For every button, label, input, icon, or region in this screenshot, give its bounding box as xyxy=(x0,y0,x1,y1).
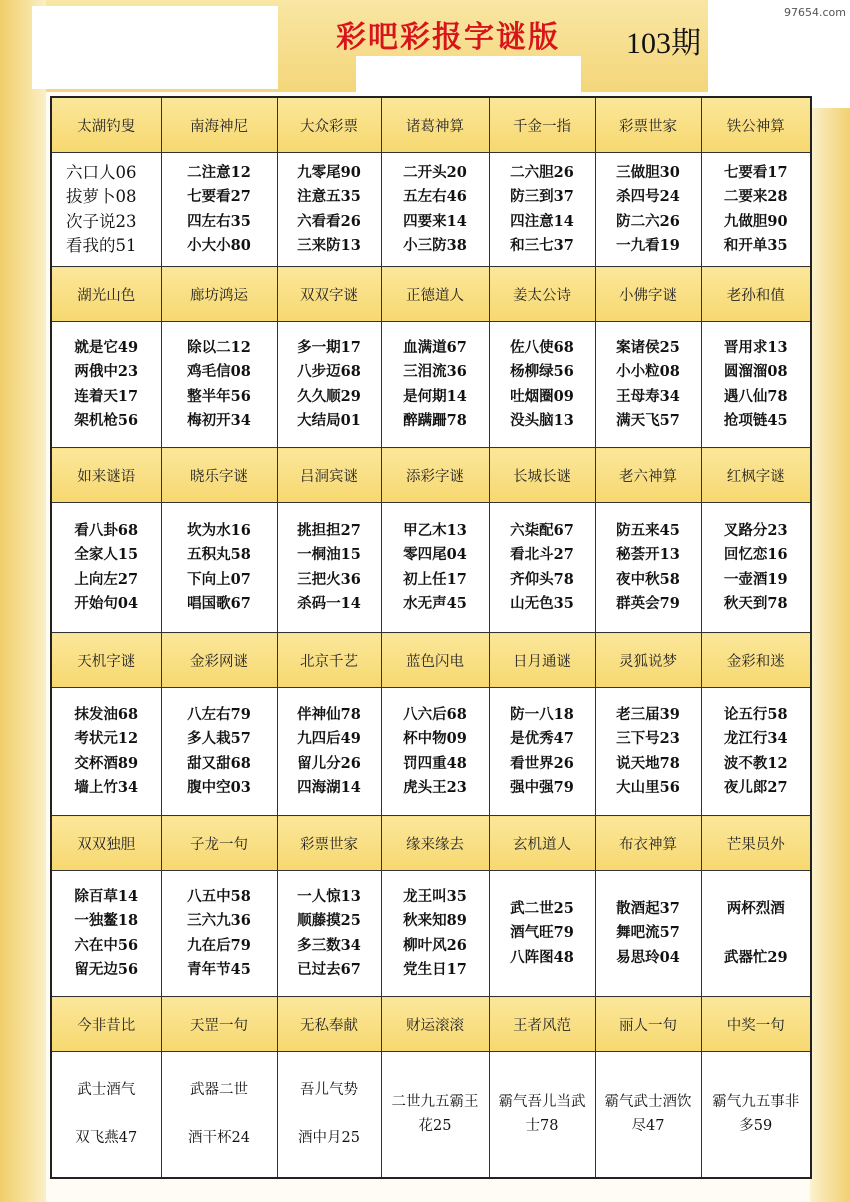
riddle-line: 武二世25 xyxy=(510,899,574,917)
riddle-line: 小小粒08 xyxy=(616,363,680,380)
riddle-row xyxy=(51,322,811,448)
riddle-line: 全家人15 xyxy=(74,546,139,563)
header-row xyxy=(51,97,811,153)
riddle-line: 晋用求13 xyxy=(723,338,788,356)
riddle-cell xyxy=(277,322,381,448)
riddle-line: 防一八18 xyxy=(510,705,574,723)
riddle-cell xyxy=(489,1052,595,1178)
riddle-line: 论五行58 xyxy=(723,705,788,723)
riddle-line: 波不教12 xyxy=(723,754,788,772)
riddle-line: 甲乙木13 xyxy=(403,521,467,539)
riddle-line: 血满道67 xyxy=(403,338,467,356)
riddle-line: 下向上07 xyxy=(187,570,251,588)
riddle-line: 次子说23 xyxy=(66,211,137,231)
source-name-cell: 正德道人 xyxy=(381,267,489,322)
riddle-cell xyxy=(381,688,489,816)
riddle-row xyxy=(51,153,811,267)
riddle-line: 是优秀47 xyxy=(510,730,574,747)
riddle-line: 梅初开34 xyxy=(187,412,251,429)
riddle-line: 开始句04 xyxy=(74,595,139,612)
riddle-line: 吾儿气势 xyxy=(300,1081,358,1098)
riddle-line: 墙上竹34 xyxy=(74,779,139,796)
riddle-line: 王母寿34 xyxy=(616,387,680,405)
riddle-line: 一独鳌18 xyxy=(74,912,139,929)
header-row xyxy=(51,448,811,503)
riddle-cell xyxy=(51,688,161,816)
riddle-line: 三下号23 xyxy=(616,730,680,747)
source-name-cell: 添彩字谜 xyxy=(381,448,489,503)
riddle-cell xyxy=(161,871,277,997)
header-row xyxy=(51,633,811,688)
riddle-cell xyxy=(277,871,381,997)
source-name-cell: 湖光山色 xyxy=(51,267,161,322)
riddle-line: 两俄中23 xyxy=(74,363,139,380)
riddle-line: 交杯酒89 xyxy=(74,754,139,772)
riddle-cell xyxy=(595,871,701,997)
riddle-line: 水无声45 xyxy=(403,595,467,612)
riddle-line: 老三届39 xyxy=(616,705,680,723)
riddle-line: 三来防13 xyxy=(297,237,361,254)
riddle-line: 鸡毛信08 xyxy=(187,363,251,380)
source-name-cell: 子龙一句 xyxy=(161,816,277,871)
riddle-cell xyxy=(489,153,595,267)
source-name-cell: 老六神算 xyxy=(595,448,701,503)
riddle-cell xyxy=(701,871,811,997)
riddle-line: 六柒配67 xyxy=(510,521,574,539)
riddle-cell xyxy=(381,1052,489,1178)
riddle-cell xyxy=(381,503,489,633)
riddle-line: 留无边56 xyxy=(74,961,139,978)
source-name-cell: 灵狐说梦 xyxy=(595,633,701,688)
blank-block-left xyxy=(32,6,278,89)
riddle-cell xyxy=(161,153,277,267)
riddle-line: 山无色35 xyxy=(510,595,574,612)
blank-block-center xyxy=(356,56,581,98)
riddle-line: 一壶酒19 xyxy=(723,570,788,588)
source-name-cell: 财运滚滚 xyxy=(381,997,489,1052)
riddle-line: 二开头20 xyxy=(403,163,467,181)
riddle-line: 三六九36 xyxy=(187,912,251,929)
riddle-line: 圆溜溜08 xyxy=(723,363,788,380)
source-name-cell: 玄机道人 xyxy=(489,816,595,871)
riddle-line: 腹中空03 xyxy=(187,779,251,796)
riddle-line: 唱国歌67 xyxy=(187,595,251,612)
source-name-cell: 蓝色闪电 xyxy=(381,633,489,688)
riddle-line: 多人栽57 xyxy=(187,730,251,747)
riddle-line: 夜儿郎27 xyxy=(723,779,788,796)
riddle-line: 霸气武士酒饮尽47 xyxy=(604,1093,692,1135)
source-name-cell: 红枫字谜 xyxy=(701,448,811,503)
riddle-line: 霸气吾儿当武士78 xyxy=(498,1093,586,1135)
riddle-line: 杨柳绿56 xyxy=(510,363,574,380)
riddle-line: 四注意14 xyxy=(510,212,574,230)
riddle-line: 二世九五霸王花25 xyxy=(391,1093,479,1135)
riddle-line: 甜又甜68 xyxy=(187,754,251,772)
riddle-cell xyxy=(595,1052,701,1178)
riddle-cell xyxy=(595,688,701,816)
riddle-line: 九零尾90 xyxy=(297,163,361,181)
riddle-line: 二要来28 xyxy=(723,188,788,205)
riddle-line: 八步迈68 xyxy=(297,363,361,380)
riddle-cell xyxy=(277,1052,381,1178)
riddle-line: 看世界26 xyxy=(510,754,574,772)
header-row xyxy=(51,267,811,322)
riddle-line: 大结局01 xyxy=(297,412,361,429)
riddle-cell xyxy=(161,503,277,633)
source-name-cell: 中奖一句 xyxy=(701,997,811,1052)
riddle-line: 双飞燕47 xyxy=(75,1130,138,1147)
source-name-cell: 长城长谜 xyxy=(489,448,595,503)
riddle-cell xyxy=(489,503,595,633)
source-name-cell: 如来谜语 xyxy=(51,448,161,503)
riddle-line: 九四后49 xyxy=(297,730,361,747)
riddle-line: 看我的51 xyxy=(66,236,137,255)
riddle-line: 初上任17 xyxy=(403,570,467,588)
riddle-line: 看八卦68 xyxy=(74,521,139,539)
riddle-line: 柳叶风26 xyxy=(403,936,467,954)
left-gold-border xyxy=(0,0,46,1202)
riddle-cell xyxy=(701,153,811,267)
riddle-line: 看北斗27 xyxy=(510,546,574,563)
riddle-line: 易思玲04 xyxy=(616,948,680,966)
riddle-line: 八五中58 xyxy=(187,887,251,905)
riddle-line: 四要来14 xyxy=(403,212,467,230)
riddle-line: 回忆恋16 xyxy=(723,546,788,563)
riddle-cell xyxy=(489,322,595,448)
page-title: 彩吧彩报字谜版 xyxy=(336,20,560,55)
riddle-line: 防三到37 xyxy=(510,188,574,205)
source-name-cell: 北京千艺 xyxy=(277,633,381,688)
riddle-row xyxy=(51,503,811,633)
riddle-line: 防五来45 xyxy=(616,521,680,539)
riddle-line: 五左右46 xyxy=(403,188,467,205)
riddle-line: 武器忙29 xyxy=(723,948,788,966)
riddle-line: 杀四号24 xyxy=(616,188,680,205)
riddle-cell xyxy=(595,153,701,267)
riddle-line: 和三七37 xyxy=(510,237,574,254)
riddle-line: 二六胆26 xyxy=(510,163,574,181)
source-name-cell: 王者风范 xyxy=(489,997,595,1052)
riddle-line: 抢项链45 xyxy=(723,412,788,429)
riddle-line: 两杯烈酒 xyxy=(726,900,785,917)
source-name-cell: 双双独胆 xyxy=(51,816,161,871)
source-name-cell: 天机字谜 xyxy=(51,633,161,688)
source-name-cell: 丽人一句 xyxy=(595,997,701,1052)
riddle-cell xyxy=(701,322,811,448)
right-gold-border xyxy=(810,0,850,1202)
riddle-cell xyxy=(277,688,381,816)
riddle-cell xyxy=(381,871,489,997)
riddle-cell xyxy=(51,871,161,997)
source-name-cell: 南海神尼 xyxy=(161,97,277,153)
riddle-line: 除以二12 xyxy=(187,338,251,356)
riddle-cell xyxy=(161,322,277,448)
riddle-line: 酒中月25 xyxy=(298,1130,360,1147)
source-name-cell: 天罡一句 xyxy=(161,997,277,1052)
riddle-cell xyxy=(51,322,161,448)
riddle-line: 七要看27 xyxy=(187,188,251,205)
riddle-line: 舞吧流57 xyxy=(616,924,680,942)
riddle-line: 挑担担27 xyxy=(297,521,361,539)
riddle-line: 秋来知89 xyxy=(403,912,467,929)
riddle-line: 连着天17 xyxy=(74,387,139,405)
riddle-line: 多一期17 xyxy=(297,338,361,356)
riddle-line: 八阵图48 xyxy=(510,948,574,966)
riddle-line: 满天飞57 xyxy=(616,412,680,429)
riddle-line: 酒气旺79 xyxy=(510,924,574,942)
source-name-cell: 布衣神算 xyxy=(595,816,701,871)
riddle-cell xyxy=(161,1052,277,1178)
riddle-cell xyxy=(51,1052,161,1178)
riddle-cell xyxy=(701,688,811,816)
riddle-cell xyxy=(381,153,489,267)
source-name-cell: 老孙和值 xyxy=(701,267,811,322)
riddle-line: 多三数34 xyxy=(297,936,361,954)
riddle-line: 小大小80 xyxy=(187,237,251,254)
riddle-line: 零四尾04 xyxy=(403,546,467,563)
riddle-cell xyxy=(51,503,161,633)
riddle-line: 青年节45 xyxy=(187,961,251,978)
riddle-line: 九做胆90 xyxy=(723,212,788,230)
riddle-line: 和开单35 xyxy=(723,237,788,254)
riddle-line: 七要看17 xyxy=(723,163,788,181)
riddle-line: 三把火36 xyxy=(297,570,361,588)
riddle-line: 一人惊13 xyxy=(297,887,361,905)
riddle-line: 三泪流36 xyxy=(403,363,467,380)
riddle-line: 杯中物09 xyxy=(403,730,467,747)
riddle-line: 案诸侯25 xyxy=(616,338,680,356)
riddle-line: 拔萝卜08 xyxy=(66,187,137,206)
riddle-line: 夜中秋58 xyxy=(616,570,680,588)
riddle-line: 秋天到78 xyxy=(723,595,788,612)
riddle-line: 说天地78 xyxy=(616,754,680,772)
riddle-line: 架机枪56 xyxy=(74,412,139,429)
issue-number: 103期 xyxy=(626,27,701,60)
riddle-cell xyxy=(161,688,277,816)
source-name-cell: 金彩网谜 xyxy=(161,633,277,688)
riddle-line: 八六后68 xyxy=(403,705,467,723)
riddle-line: 伴神仙78 xyxy=(297,705,361,723)
riddle-line: 酒干杯24 xyxy=(188,1130,250,1147)
riddle-line: 吐烟圈09 xyxy=(510,387,574,405)
source-name-cell: 大众彩票 xyxy=(277,97,381,153)
source-name-cell: 吕洞宾谜 xyxy=(277,448,381,503)
riddle-line: 留儿分26 xyxy=(297,754,361,772)
riddle-line: 醉蹒跚78 xyxy=(403,412,467,429)
riddle-line: 八左右79 xyxy=(187,705,251,723)
riddle-cell xyxy=(381,322,489,448)
source-name-cell: 姜太公诗 xyxy=(489,267,595,322)
riddle-line: 上向左27 xyxy=(74,570,139,588)
riddle-line: 防二六26 xyxy=(616,212,680,230)
riddle-line: 佐八使68 xyxy=(510,338,574,356)
riddle-line: 小三防38 xyxy=(403,237,467,254)
riddle-cell xyxy=(277,153,381,267)
source-name-cell: 彩票世家 xyxy=(277,816,381,871)
riddle-row xyxy=(51,871,811,997)
riddle-line: 顺藤摸25 xyxy=(297,912,361,929)
riddle-cell xyxy=(277,503,381,633)
source-name-cell: 太湖钓叟 xyxy=(51,97,161,153)
riddle-cell xyxy=(51,153,161,267)
riddle-line: 党生日17 xyxy=(403,961,467,978)
riddle-line: 强中强79 xyxy=(510,779,574,796)
riddle-line: 秘荟开13 xyxy=(616,546,680,563)
header-row xyxy=(51,816,811,871)
riddle-line: 齐仰头78 xyxy=(510,570,574,588)
source-name-cell: 无私奉献 xyxy=(277,997,381,1052)
source-name-cell: 芒果员外 xyxy=(701,816,811,871)
riddle-line: 整半年56 xyxy=(187,387,251,405)
header-row xyxy=(51,997,811,1052)
source-name-cell: 晓乐字谜 xyxy=(161,448,277,503)
riddle-cell xyxy=(489,871,595,997)
riddle-line: 六在中56 xyxy=(74,936,139,954)
source-name-cell: 铁公神算 xyxy=(701,97,811,153)
riddle-line: 龙王叫35 xyxy=(403,887,467,905)
riddle-line: 是何期14 xyxy=(403,387,467,405)
riddle-cell xyxy=(489,688,595,816)
riddle-line: 散酒起37 xyxy=(616,899,680,917)
source-name-cell: 今非昔比 xyxy=(51,997,161,1052)
riddle-table xyxy=(50,96,812,1179)
riddle-line: 龙江行34 xyxy=(723,730,788,747)
source-name-cell: 诸葛神算 xyxy=(381,97,489,153)
riddle-line: 大山里56 xyxy=(616,779,680,796)
riddle-cell xyxy=(701,503,811,633)
riddle-line: 六口人06 xyxy=(66,162,137,182)
riddle-line: 考状元12 xyxy=(74,730,139,747)
riddle-line: 霸气九五事非多59 xyxy=(712,1093,800,1135)
riddle-line: 除百草14 xyxy=(74,887,139,905)
riddle-line: 二注意12 xyxy=(187,163,251,181)
source-name-cell: 廊坊鸿运 xyxy=(161,267,277,322)
riddle-line: 九在后79 xyxy=(187,936,251,954)
riddle-line: 六看看26 xyxy=(297,212,361,230)
riddle-row xyxy=(51,688,811,816)
source-name-cell: 小佛字谜 xyxy=(595,267,701,322)
source-name-cell: 双双字谜 xyxy=(277,267,381,322)
riddle-line: 四左右35 xyxy=(187,212,251,230)
riddle-line: 没头脑13 xyxy=(510,412,574,429)
riddle-cell xyxy=(595,503,701,633)
riddle-row xyxy=(51,1052,811,1178)
riddle-line: 武器二世 xyxy=(190,1081,248,1098)
riddle-line: 虎头王23 xyxy=(403,779,467,796)
riddle-line: 群英会79 xyxy=(616,595,680,612)
riddle-line: 坎为水16 xyxy=(187,521,251,539)
riddle-line: 就是它49 xyxy=(74,338,139,356)
site-watermark: 97654.com xyxy=(784,6,846,19)
riddle-line: 遇八仙78 xyxy=(723,387,788,405)
riddle-line: 已过去67 xyxy=(297,961,361,978)
source-name-cell: 彩票世家 xyxy=(595,97,701,153)
riddle-cell xyxy=(701,1052,811,1178)
source-name-cell: 日月通谜 xyxy=(489,633,595,688)
source-name-cell: 千金一指 xyxy=(489,97,595,153)
riddle-line: 三做胆30 xyxy=(616,163,680,181)
source-name-cell: 缘来缘去 xyxy=(381,816,489,871)
riddle-line: 五积丸58 xyxy=(187,546,251,563)
riddle-line: 叉路分23 xyxy=(723,521,788,539)
riddle-cell xyxy=(595,322,701,448)
riddle-line: 久久顺29 xyxy=(297,387,361,405)
riddle-line: 一桐油15 xyxy=(297,546,361,563)
riddle-line: 一九看19 xyxy=(616,237,680,254)
riddle-line: 杀码一14 xyxy=(297,595,361,612)
riddle-line: 四海湖14 xyxy=(297,779,361,796)
riddle-line: 注意五35 xyxy=(297,188,361,205)
riddle-line: 武士酒气 xyxy=(77,1081,136,1098)
riddle-line: 抹发油68 xyxy=(74,705,139,723)
riddle-line: 罚四重48 xyxy=(403,754,467,772)
source-name-cell: 金彩和迷 xyxy=(701,633,811,688)
